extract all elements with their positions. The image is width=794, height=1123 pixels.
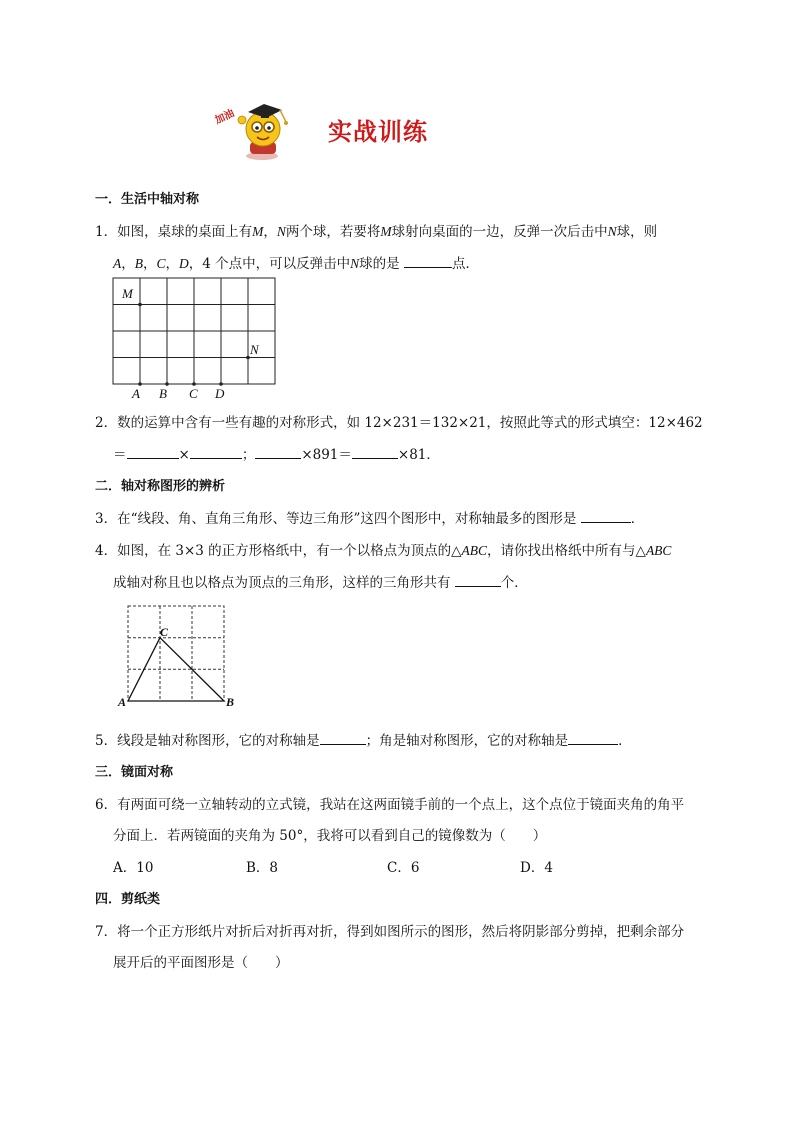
q1-text-e: 球，则 <box>616 224 658 240</box>
q1-text-h: 点． <box>451 256 479 272</box>
q1-answer-blank[interactable] <box>404 255 452 268</box>
question-1-line-2 <box>113 252 479 272</box>
q2-text-a: ＝ <box>113 447 127 463</box>
q4-text-b: ，请你找出格纸中所有与△ <box>487 543 646 559</box>
q2-text-e: ×81． <box>397 447 440 463</box>
q3-answer-blank[interactable] <box>581 510 631 523</box>
question-3 <box>95 507 644 527</box>
section-heading-1: 一．生活中轴对称 <box>95 192 200 207</box>
q2-answer-blank-4[interactable] <box>352 446 398 459</box>
question-7-line-1: 7．将一个正方形纸片对折后对折再对折，得到如图所示的图形，然后将阴影部分剪掉，把剩余部分 <box>95 924 685 940</box>
q1-sep-3: ， <box>165 256 180 272</box>
q1-var-n: N <box>276 224 286 239</box>
question-4-line-1 <box>95 539 671 559</box>
q2-text-b: × <box>178 447 190 463</box>
option-a[interactable]: A．10 <box>113 860 154 876</box>
question-5 <box>95 729 632 749</box>
q5-text-c: ． <box>618 733 632 749</box>
q3-text-a: 3．在“线段、角、直角三角形、等边三角形”这四个图形中，对称轴最多的图形是 <box>95 511 581 527</box>
q1-text-c: 两个球，若要将 <box>285 224 381 240</box>
q1-var-c: C <box>156 256 166 271</box>
q1-text-f: ，4 个点中，可以反弹击中 <box>188 256 351 272</box>
q5-text-b: ；角是轴对称图形，它的对称轴是 <box>365 733 569 749</box>
fig1-label-c: C <box>189 386 198 401</box>
q5-answer-blank-2[interactable] <box>568 732 618 745</box>
q1-var-n3: N <box>350 256 360 271</box>
q4-answer-blank[interactable] <box>455 574 501 587</box>
fig1-label-b: B <box>159 386 167 401</box>
q2-answer-blank-2[interactable] <box>190 446 242 459</box>
q4-text-d: 个． <box>500 575 528 591</box>
q1-var-d: D <box>179 256 189 271</box>
option-b[interactable]: B．8 <box>246 860 279 876</box>
q4-var-abc-2: ABC <box>645 543 672 558</box>
question-2-line-1: 2．数的运算中含有一些有趣的对称形式，如 12×231＝132×21，按照此等式的形式填空：12×462 <box>95 415 703 431</box>
fig4-label-c: C <box>160 625 169 639</box>
q1-text-g: 球的是 <box>359 256 404 272</box>
option-d[interactable]: D．4 <box>520 860 553 876</box>
fig4-label-a: A <box>118 695 127 709</box>
fig1-label-n: N <box>250 342 259 357</box>
q4-var-abc: ABC <box>461 543 488 558</box>
q2-answer-blank-1[interactable] <box>127 446 179 459</box>
fig1-label-a: A <box>132 386 140 401</box>
mascot-logo <box>212 98 302 162</box>
option-c[interactable]: C．6 <box>387 860 420 876</box>
section-heading-4: 四．剪纸类 <box>95 892 161 907</box>
q1-var-a: A <box>113 256 122 271</box>
q2-text-c: ； <box>241 447 256 463</box>
q3-text-b: ． <box>630 511 645 527</box>
q1-var-m2: M <box>380 224 392 239</box>
q1-var-n2: N <box>607 224 617 239</box>
q5-answer-blank-1[interactable] <box>320 732 366 745</box>
fig1-label-d: D <box>215 386 225 401</box>
section-heading-3: 三．镜面对称 <box>95 765 174 780</box>
question-1-line-1 <box>95 220 657 240</box>
billiard-table-figure <box>108 276 280 406</box>
q4-text-c: 成轴对称且也以格点为顶点的三角形，这样的三角形共有 <box>113 575 455 591</box>
section-heading-2: 二．轴对称图形的辨析 <box>95 479 226 494</box>
q1-sep-2: ， <box>143 256 157 272</box>
q1-var-b: B <box>134 256 143 271</box>
triangle-grid-figure <box>112 600 252 712</box>
question-7-line-2: 展开后的平面图形是（ ） <box>113 955 289 971</box>
q5-text-a: 5．线段是轴对称图形，它的对称轴是 <box>95 733 320 749</box>
q1-text-b: ， <box>263 224 277 240</box>
q1-text-d: 球射向桌面的一边，反弹一次后击中 <box>391 224 608 240</box>
question-6-line-1: 6．有两面可绕一立轴转动的立式镜，我站在这两面镜手前的一个点上，这个点位于镜面夹角的角平 <box>95 797 685 813</box>
page-title: 实战训练 <box>328 118 428 146</box>
question-4-line-2 <box>113 571 528 591</box>
q4-text-a: 4．如图，在 3×3 的正方形格纸中，有一个以格点为顶点的△ <box>95 543 462 559</box>
q2-answer-blank-3[interactable] <box>255 446 301 459</box>
q1-text-a: 1．如图，桌球的桌面上有 <box>95 224 253 240</box>
q1-sep-1: ， <box>121 256 135 272</box>
q1-var-m: M <box>252 224 264 239</box>
mascot-text: 加油 <box>213 108 237 127</box>
question-6-line-2: 分面上．若两镜面的夹角为 50°，我将可以看到自己的镜像数为（ ） <box>113 828 547 844</box>
q2-text-d: ×891＝ <box>301 447 352 463</box>
fig4-label-b: B <box>226 695 235 709</box>
question-2-line-2 <box>113 443 440 463</box>
fig1-label-m: M <box>122 286 133 301</box>
